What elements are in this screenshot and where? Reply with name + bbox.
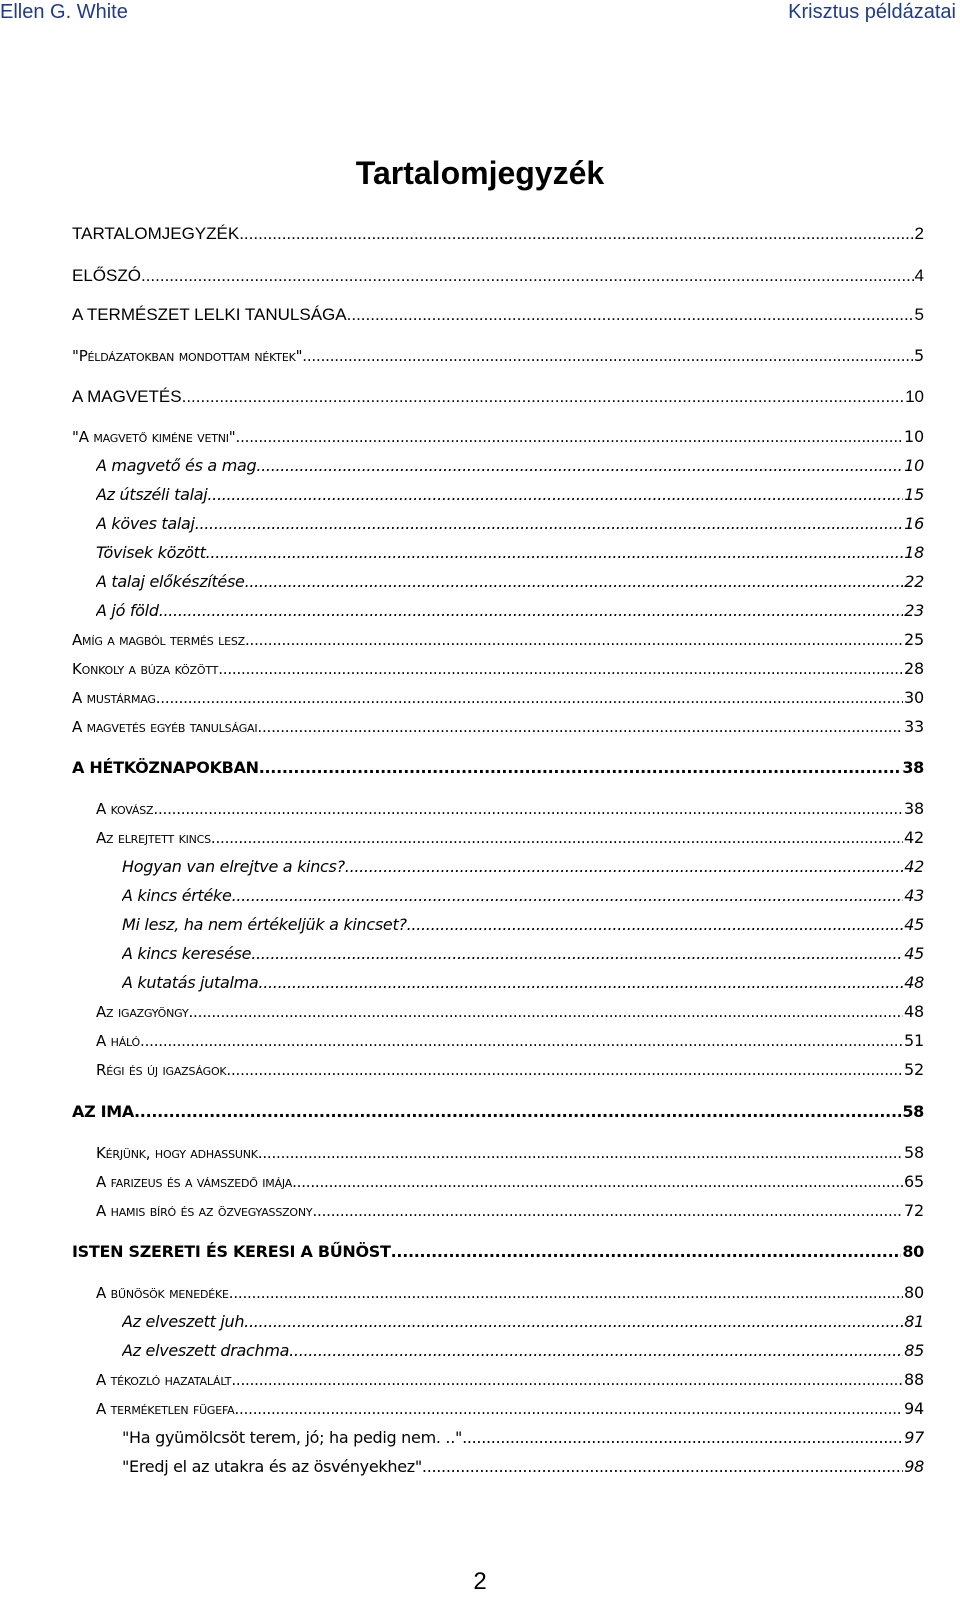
toc-entry-page: 51 [904,1031,924,1050]
toc-entry-page: 22 [904,572,924,591]
toc-entry-page: 33 [904,717,924,736]
toc-entry-page: 97 [904,1428,924,1447]
toc-dot-leader [462,1425,903,1451]
toc-entry[interactable] [96,1140,924,1166]
toc-dot-leader [302,343,913,369]
toc-dot-leader [256,453,903,479]
toc-dot-leader [207,482,903,508]
toc-dot-leader [188,999,903,1025]
toc-entry[interactable] [72,627,924,653]
toc-entry-page: 10 [904,427,924,446]
toc-entry[interactable] [122,854,924,880]
toc-entry-label: A kincs keresése [122,944,252,963]
toc-entry[interactable] [72,424,924,450]
toc-dot-leader [407,912,904,938]
toc-dot-leader [232,883,904,909]
toc-entry-page: 45 [904,944,924,963]
toc-entry-label: A terméketlen fügefa [96,1400,235,1418]
toc-entry-label: Amíg a magból termés lesz [72,631,245,649]
toc-entry-label: Az útszéli talaj [96,485,208,504]
toc-entry-page: 45 [904,915,924,934]
toc-entry-page: 43 [904,886,924,905]
toc-dot-leader [134,1099,901,1125]
toc-entry[interactable] [72,1239,924,1265]
toc-entry[interactable] [122,1338,924,1364]
toc-dot-leader [195,511,904,537]
page-title: Tartalomjegyzék [355,155,605,191]
toc-dot-leader [257,714,903,740]
toc-entry[interactable] [72,221,924,247]
toc-entry-page: 15 [904,485,924,504]
toc-entry-page: 98 [904,1457,924,1476]
toc-entry-label: A kovász [96,800,154,818]
toc-entry[interactable] [96,999,924,1025]
toc-entry-label: TARTALOMJEGYZÉK [72,224,240,243]
toc-entry-page: 58 [904,1143,924,1162]
toc-entry-page: 48 [904,973,924,992]
toc-entry-page: 72 [904,1201,924,1220]
toc-entry[interactable] [72,755,924,781]
toc-entry-page: 81 [904,1312,924,1331]
page-number: 2 [473,1568,487,1595]
toc-dot-leader [422,1454,903,1480]
toc-entry-page: 5 [914,346,924,365]
toc-entry[interactable] [96,598,924,624]
toc-entry[interactable] [96,1198,924,1224]
toc-entry-page: 28 [904,659,924,678]
toc-entry[interactable] [122,1425,924,1451]
toc-entry-label: Régi és új igazságok [96,1061,227,1079]
toc-entry[interactable] [96,1280,924,1306]
toc-entry-page: 18 [904,543,924,562]
toc-entry-page: 23 [904,601,924,620]
toc-entry-page: 52 [904,1060,924,1079]
toc-entry-page: 10 [905,387,924,406]
toc-entry[interactable] [96,1169,924,1195]
toc-entry-label: A TERMÉSZET LELKI TANULSÁGA [72,305,347,324]
toc-entry-label: A köves talaj [96,514,195,533]
toc-entry-page: 42 [904,828,924,847]
toc-dot-leader [218,656,903,682]
toc-entry[interactable] [96,1057,924,1083]
toc-dot-leader [140,1028,903,1054]
toc-dot-leader [245,627,903,653]
toc-entry[interactable] [96,540,924,566]
toc-dot-leader [211,825,903,851]
toc-entry[interactable] [96,1028,924,1054]
toc-entry-label: A kincs értéke [122,886,232,905]
toc-entry-label: AZ IMA [72,1102,135,1121]
toc-dot-leader [141,263,914,289]
toc-entry-page: 2 [914,224,924,243]
toc-entry-page: 80 [904,1283,924,1302]
toc-entry-label: A kutatás jutalma [122,973,259,992]
toc-entry-page: 85 [904,1341,924,1360]
toc-entry[interactable] [72,714,924,740]
toc-entry-label: Mi lesz, ha nem értékeljük a kincset? [122,915,407,934]
toc-dot-leader [244,1309,903,1335]
toc-dot-leader [226,1057,903,1083]
toc-entry[interactable] [96,825,924,851]
toc-entry-label: Az igazgyöngy [96,1003,189,1021]
toc-entry-page: 38 [902,758,924,777]
toc-entry[interactable] [122,912,924,938]
toc-entry[interactable] [96,1396,924,1422]
toc-entry-label: "Eredj el az utakra és az ösvényekhez" [122,1457,422,1476]
toc-entry-label: A bűnösök menedéke [96,1284,229,1302]
header-book-title: Krisztus példázatai [788,1,956,23]
toc-entry[interactable] [122,1309,924,1335]
toc-entry-label: A hamis bíró és az özvegyasszony [96,1202,313,1220]
toc-dot-leader [182,384,904,410]
toc-dot-leader [234,1396,903,1422]
toc-dot-leader [239,221,913,247]
toc-entry[interactable] [72,685,924,711]
toc-entry-label: Kérjünk, hogy adhassunk [96,1144,258,1162]
toc-dot-leader [347,302,914,328]
toc-entry-label: "Ha gyümölcsöt terem, jó; ha pedig nem. .." [122,1428,463,1447]
toc-entry-page: 5 [914,305,924,324]
toc-entry[interactable] [72,384,924,410]
toc-dot-leader [251,941,903,967]
toc-entry-page: 16 [904,514,924,533]
toc-entry-label: ELŐSZÓ [72,266,141,285]
toc-dot-leader [153,796,903,822]
toc-entry-label: Konkoly a búza között [72,660,219,678]
toc-entry[interactable] [96,453,924,479]
toc-dot-leader [236,424,904,450]
toc-entry-label: "Példázatokban mondottam néktek" [72,347,303,365]
toc-entry[interactable] [122,1454,924,1480]
toc-entry-label: A HÉTKÖZNAPOKBAN [72,758,259,777]
toc-entry-label: A magvető és a mag [96,456,257,475]
toc-entry[interactable] [122,941,924,967]
toc-entry-page: 4 [914,266,924,285]
toc-entry-page: 25 [904,630,924,649]
toc-entry-label: A talaj előkészítése [96,572,245,591]
toc-entry[interactable] [122,883,924,909]
header-author: Ellen G. White [0,1,128,23]
toc-dot-leader [159,598,904,624]
toc-entry-label: A tékozló hazatalált [96,1371,232,1389]
toc-dot-leader [258,1140,903,1166]
toc-entry-label: A mustármag [72,689,156,707]
toc-entry[interactable] [72,343,924,369]
toc-dot-leader [229,1280,903,1306]
toc-dot-leader [206,540,904,566]
toc-dot-leader [292,1169,903,1195]
toc-entry-page: 94 [904,1399,924,1418]
toc-entry[interactable] [122,970,924,996]
toc-dot-leader [391,1239,902,1265]
toc-entry-label: Az elrejtett kincs [96,829,211,847]
toc-dot-leader [156,685,903,711]
toc-dot-leader [312,1198,903,1224]
toc-dot-leader [345,854,903,880]
toc-entry[interactable] [72,263,924,289]
toc-entry[interactable] [96,796,924,822]
toc-entry-page: 58 [902,1102,924,1121]
toc-entry[interactable] [72,302,924,328]
toc-entry-page: 48 [904,1002,924,1021]
toc-entry-label: "A magvető kiméne vetni" [72,428,236,446]
toc-entry-label: A farizeus és a vámszedő imája [96,1173,293,1191]
toc-entry-label: A háló [96,1032,141,1050]
toc-entry-page: 80 [902,1242,924,1261]
toc-entry-page: 42 [904,857,924,876]
toc-entry-page: 38 [904,799,924,818]
toc-entry-page: 88 [904,1370,924,1389]
toc-entry[interactable] [72,1099,924,1125]
toc-entry-page: 10 [904,456,924,475]
toc-dot-leader [245,569,904,595]
toc-entry[interactable] [96,569,924,595]
toc-entry-page: 30 [904,688,924,707]
toc-entry-page: 65 [904,1172,924,1191]
toc-dot-leader [259,755,902,781]
toc-entry-label: A magvetés egyéb tanulságai [72,718,258,736]
toc-entry-label: A MAGVETÉS [72,387,182,406]
toc-entry-label: Az elveszett drachma [122,1341,290,1360]
toc-entry[interactable] [72,656,924,682]
toc-entry-label: Hogyan van elrejtve a kincs? [122,857,345,876]
toc-entry[interactable] [96,482,924,508]
toc-dot-leader [231,1367,903,1393]
toc-entry-label: Az elveszett juh [122,1312,245,1331]
toc-entry-label: A jó föld [96,601,159,620]
toc-entry[interactable] [96,511,924,537]
toc-dot-leader [289,1338,903,1364]
toc-entry[interactable] [96,1367,924,1393]
toc-entry-label: Tövisek között [96,543,206,562]
toc-entry-label: ISTEN SZERETI ÉS KERESI A BŰNÖST [72,1242,391,1261]
toc-dot-leader [258,970,903,996]
